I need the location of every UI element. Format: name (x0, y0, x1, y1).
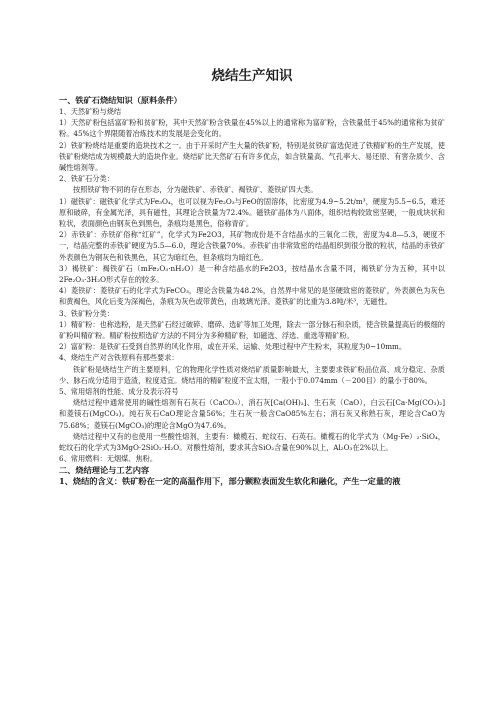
paragraph: 2）富矿粉：是铁矿石受到自然界的风化作用，或在开采、运输、处理过程中产生粉末，其粒度为0~10mm。 (59, 342, 407, 352)
paragraph: 1）磁铁矿：磁铁矿化学式为Fe₃O₄，也可以视为Fe₂O₃与FeO的固溶体，比密度为4.9~5.2t/m³，硬度为5.5~6.5，难还原和破碎，有金属光泽，具有磁性，其理论含铁量为72.4%。磁铁矿晶体为八面体，组织结构较致密坚硬，一般成块状和粒状，表面颜色由钢灰色到黑色，条痕均是黑色，俗称青矿。 (59, 196, 445, 229)
paragraph: 烧结过程中又有的也使用一些酸性熔剂，主要有：橄榄石、蛇纹石、石英石。橄榄石的化学式为（Mg·Fe）₂·SiO₄，蛇纹石的化学式为3MgO·2SiO₂·H₂O。对酸性熔剂，要求其含SiO₂含量在90%以上，Al₂O₃在2%以上。 (59, 431, 445, 453)
paragraph: 按照铁矿物不同的存在形态，分为磁铁矿、赤铁矿、褐铁矿、菱铁矿四大类。 (73, 185, 318, 195)
paragraph: 2）铁矿粉烧结是重要的造块技术之一。由于开采时产生大量的铁矿粉，特别是贫铁矿富选促进了铁精矿粉的生产发展，使铁矿粉烧结成为规模最大的造块作业。烧结矿比天然矿石有许多优点，如含铁量高、气孔率大、易还原、有害杂质少、含碱性熔剂等。 (59, 140, 445, 173)
document-body (59, 95, 445, 487)
paragraph: 4）菱铁矿：菱铁矿石的化学式为FeCO₃，理论含铁量为48.2%，自然界中常见的是坚硬致密的菱铁矿，外表颜色为灰色和黄褐色，风化后变为深褐色，条痕为灰色或带黄色，由玻璃光泽。菱铁矿的比重为3.8吨/米³，无磁性。 (59, 286, 445, 307)
paragraph: 1、天然矿粉与烧结 (59, 107, 122, 116)
document-title: 烧结生产知识 (211, 68, 293, 84)
paragraph: 6、常用燃料：无烟煤、焦粉。 (59, 454, 158, 464)
paragraph: 1）天然矿粉包括富矿粉和贫矿粉，其中天然矿粉含铁量在45%以上的通常称为富矿粉，含铁量低于45%的通常称为贫矿粉。45%这个界限随着冶炼技术的发展是会变化的。 (59, 118, 445, 139)
paragraph: 烧结过程中通常使用的碱性熔剂有石灰石（CaCO₃）、消石灰[Ca(OH)₂]、生石灰（CaO），白云石[Ca·Mg(CO₃)₂]和菱镁石(MgCO₃)。纯石灰石CaO理论含量56%；生石灰一般含CaO85%左右；消石灰又称熟石灰，理论含CaO为75.68%；菱镁石(MgCO₃)的理论含MgO为47.6%。 (59, 398, 445, 430)
paragraph: 铁矿粉是烧结生产的主要原料，它的物理化学性质对烧结矿质量影响最大，主要要求铁矿粉品位高、成分稳定、杂质少、脉石成分适用于造渣，粒度适宜。烧结用的精矿粒度不宜太细，一般小于0.074mm（－200目）的量小于80%。 (59, 364, 445, 385)
section-heading: 一、铁矿石烧结知识（原料条件） (59, 95, 182, 105)
paragraph: 3）褐铁矿：褐铁矿石（mFe₂O₃·nH₂O）是一种含结晶水的Fe2O3，按结晶水含量不同，褐铁矿分为五种，其中以2Fe₂O₃·3H₂O形式存在的较多。 (59, 263, 445, 285)
paragraph: 2、铁矿石分类： (59, 174, 114, 184)
paragraph: 5、常用熔剂的性能、成分及表示符号 (59, 387, 179, 397)
paragraph: 2）赤铁矿：赤铁矿俗称“红矿”，化学式为Fe2O3，其矿物成份是不含结晶水的三氧化二铁，密度为4.8—5.3，硬度不一，结晶完整的赤铁矿硬度为5.5—6.0，理论含铁量70%。赤铁矿由非常致密的结晶组织到很分散的粒状，结晶的赤铁矿外表颜色为钢灰色和铁黑色，其它为暗红色，但条痕均为暗红色。 (59, 230, 445, 262)
paragraph: 1）精矿粉：也称选粉，是天然矿石经过破碎、磨碎、选矿等加工处理，除去一部分脉石和杂质，使含铁量提高后的极细的矿粉叫精矿粉。精矿粉按照选矿方法的不同分为多种精矿粉，如磁选、浮选、重选等精矿粉。 (59, 319, 445, 341)
paragraph: 3、铁矿粉分类： (59, 308, 114, 318)
paragraph: 4、烧结生产对含铁原料有那些要求： (59, 353, 179, 363)
section-heading: 二、烧结理论与工艺内容 (59, 464, 150, 475)
section-heading: 1、烧结的含义：铁矿粉在一定的高温作用下，部分颗粒表面发生软化和融化，产生一定量的液 (59, 475, 401, 486)
